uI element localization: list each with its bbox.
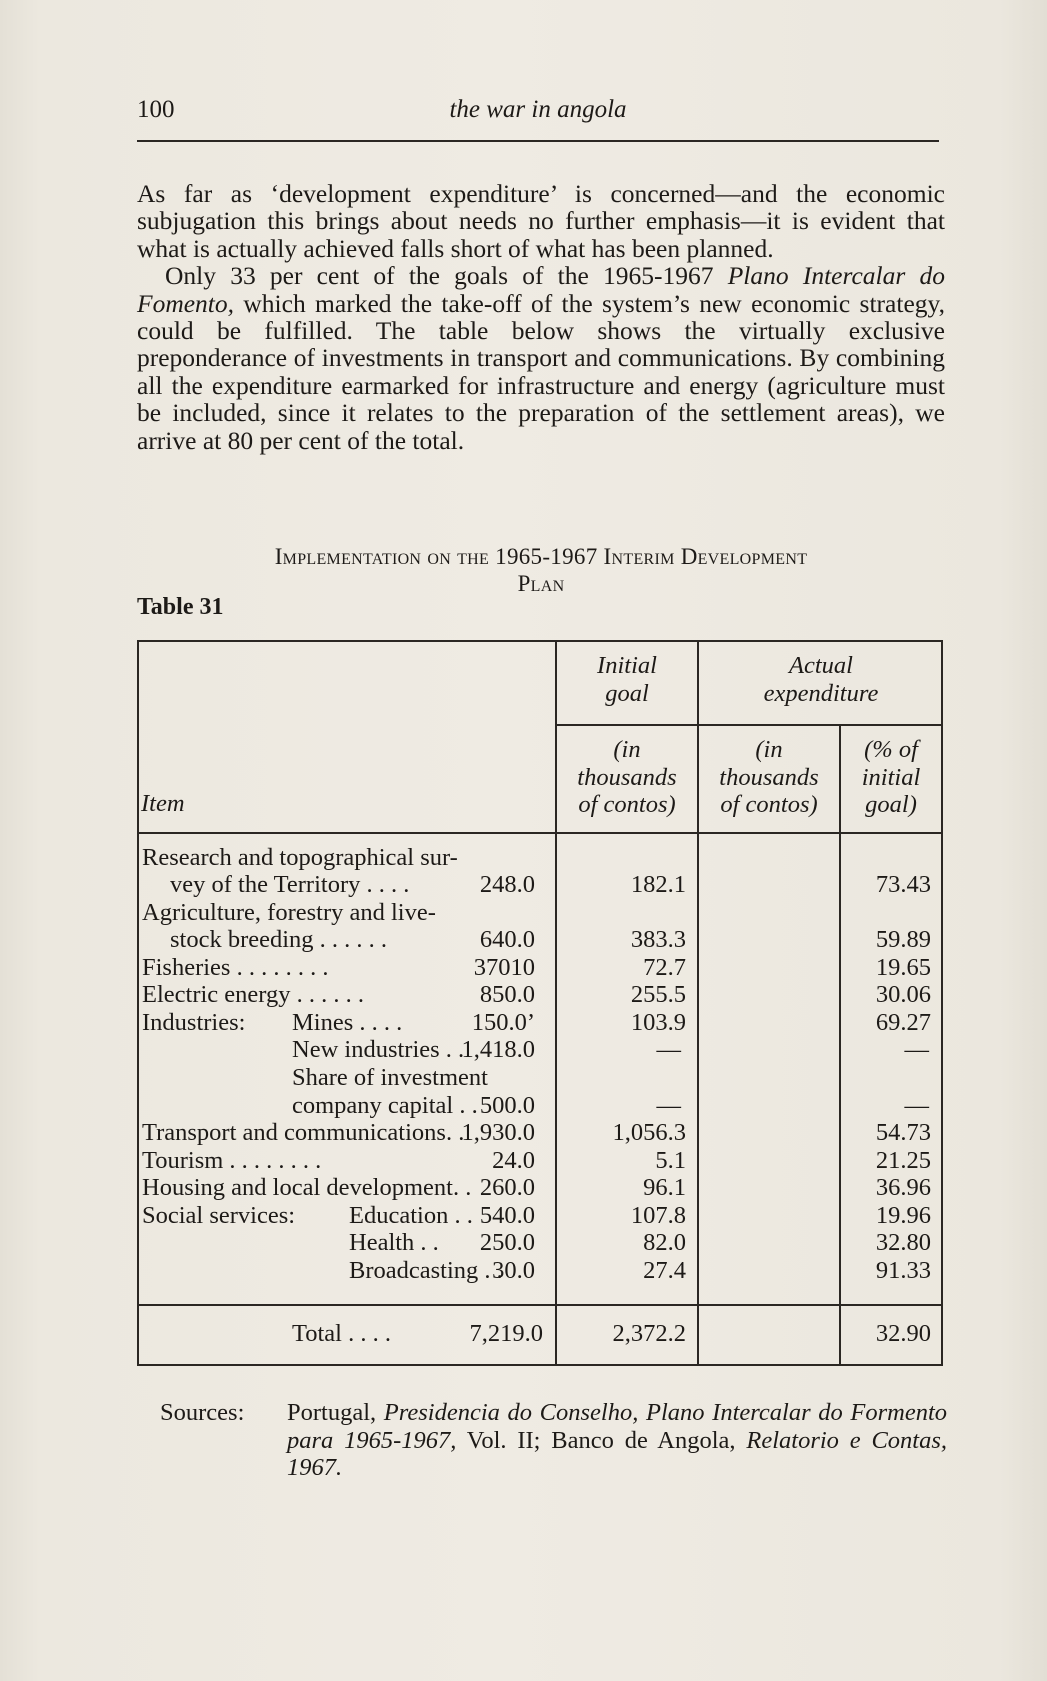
- cell-percent: 19.65: [875, 954, 931, 981]
- row-label: Agriculture, forestry and live-: [142, 899, 436, 926]
- total-actual: 2,372.2: [612, 1320, 686, 1347]
- header-percent-of-goal: (% of initial goal): [861, 736, 921, 818]
- cell-goal: 150.0’: [471, 1009, 535, 1036]
- row-label: Social services:: [142, 1202, 296, 1229]
- row-label: vey of the Territory . . . .: [170, 871, 410, 898]
- cell-goal: 540.0: [479, 1202, 535, 1229]
- running-title: the war in angola: [449, 96, 627, 123]
- row-label: Transport and communications. .: [142, 1119, 465, 1146]
- row-label: Electric energy . . . . . .: [142, 981, 365, 1008]
- row-sublabel: Health . .: [349, 1229, 439, 1256]
- cell-goal: 640.0: [479, 926, 535, 953]
- plan-title: Plano Intercalar do Fomento,: [137, 261, 946, 318]
- cell-actual: 103.9: [630, 1009, 686, 1036]
- cell-goal: 850.0: [479, 981, 535, 1008]
- header-item: Item: [141, 790, 185, 817]
- cell-goal: 1,418.0: [461, 1036, 535, 1063]
- row-label: Housing and local development. .: [142, 1174, 472, 1201]
- cell-actual: 182.1: [630, 871, 686, 898]
- cell-percent: 91.33: [875, 1257, 931, 1284]
- cell-goal: 1,930.0: [461, 1119, 535, 1146]
- cell-goal: 24.0: [492, 1147, 535, 1174]
- sources-text: Portugal, Presidencia do Conselho, Plano Intercalar do Formento para 1965-1967, Vol. II; Banco de Angola, Relatorio e Contas, 1967.: [287, 1399, 948, 1481]
- row-sublabel: Share of investment: [292, 1064, 488, 1091]
- cell-percent: 59.89: [875, 926, 931, 953]
- row-label: Research and topographical sur-: [142, 844, 458, 871]
- body-text: [137, 180, 945, 454]
- cell-percent: 19.96: [875, 1202, 931, 1229]
- cell-actual: —: [656, 1092, 681, 1119]
- total-percent: 32.90: [875, 1320, 931, 1347]
- table-title: Implementation on the 1965-1967 Interim Development Plan: [274, 544, 808, 596]
- total-label: Total . . . .: [292, 1320, 391, 1347]
- cell-percent: 32.80: [875, 1229, 931, 1256]
- data-table: [137, 638, 943, 1366]
- row-sublabel: Mines . . . .: [292, 1009, 403, 1036]
- row-label: Fisheries . . . . . . . .: [142, 954, 329, 981]
- row-sublabel: company capital . .: [292, 1092, 478, 1119]
- header-unit-goal: (in thousands of contos): [577, 736, 677, 818]
- cell-percent: 73.43: [875, 871, 931, 898]
- row-sublabel: Education . .: [349, 1202, 473, 1229]
- cell-actual: 27.4: [643, 1257, 686, 1284]
- cell-actual: 383.3: [630, 926, 686, 953]
- row-label: Industries:: [142, 1009, 246, 1036]
- cell-percent: 54.73: [875, 1119, 931, 1146]
- row-label: Tourism . . . . . . . .: [142, 1147, 322, 1174]
- cell-actual: —: [656, 1036, 681, 1063]
- sources-label: Sources:: [160, 1399, 245, 1426]
- header-unit-actual: (in thousands of contos): [719, 736, 819, 818]
- cell-percent: 30.06: [875, 981, 931, 1008]
- cell-percent: —: [904, 1036, 929, 1063]
- total-goal: 7,219.0: [469, 1320, 543, 1347]
- cell-goal: 250.0: [479, 1229, 535, 1256]
- cell-goal: 248.0: [479, 871, 535, 898]
- row-label: stock breeding . . . . . .: [170, 926, 388, 953]
- cell-actual: 72.7: [643, 954, 686, 981]
- cell-percent: 21.25: [875, 1147, 931, 1174]
- page-number: 100: [137, 96, 175, 123]
- running-header: [137, 96, 939, 126]
- paragraph-1: As far as ‘development expenditure’ is concerned—and the economic subjugation this brings about needs no further emphasis—it is evident that what is actually achieved falls short of what has been planned.: [137, 179, 945, 263]
- cell-actual: 5.1: [655, 1147, 686, 1174]
- cell-actual: 107.8: [630, 1202, 686, 1229]
- cell-percent: —: [904, 1092, 929, 1119]
- table-number: Table 31: [137, 594, 224, 620]
- cell-goal: 500.0: [479, 1092, 535, 1119]
- cell-goal: 37010: [473, 954, 535, 981]
- header-initial-goal: Initial goal: [597, 652, 657, 707]
- cell-actual: 82.0: [643, 1229, 686, 1256]
- paragraph-2: Only 33 per cent of the goals of the 1965-1967 Plano Intercalar do Fomento, which marked the take-off of the system’s new economic strategy, could be fulfilled. The table below shows the virtually exclusive preponderance of investments in transport and communications. By combining all the expenditure earmarked for infrastructure and energy (agriculture must be included, since it relates to the preparation of the settlement areas), we arrive at 80 per cent of the total.: [137, 261, 946, 455]
- cell-actual: 255.5: [630, 981, 686, 1008]
- cell-goal: 30.0: [492, 1257, 535, 1284]
- cell-percent: 36.96: [875, 1174, 931, 1201]
- row-sublabel: New industries . .: [292, 1036, 465, 1063]
- header-actual-expenditure: Actual expenditure: [763, 652, 879, 707]
- row-sublabel: Broadcasting . .: [349, 1257, 503, 1284]
- cell-actual: 1,056.3: [612, 1119, 686, 1146]
- header-rule: [137, 140, 939, 142]
- cell-goal: 260.0: [479, 1174, 535, 1201]
- cell-actual: 96.1: [643, 1174, 686, 1201]
- cell-percent: 69.27: [875, 1009, 931, 1036]
